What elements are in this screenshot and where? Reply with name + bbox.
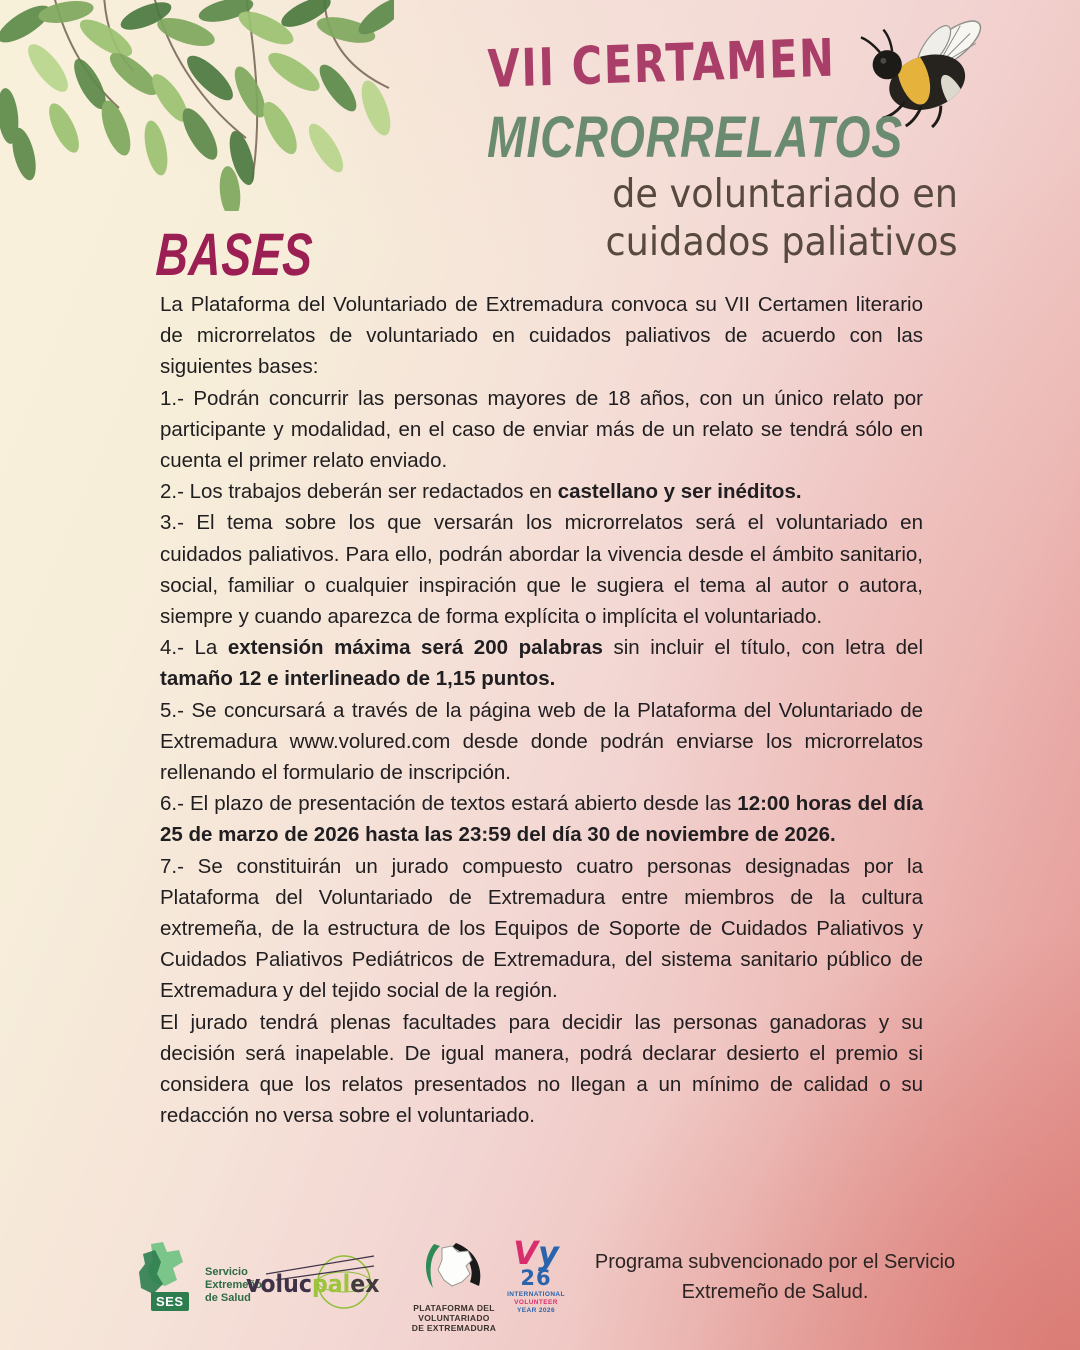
leaves-decoration-icon — [0, 0, 394, 211]
ses-name-line2: Extremeño — [205, 1279, 262, 1291]
bases-body — [160, 289, 923, 1131]
volucpalex-part3: ex — [350, 1270, 380, 1298]
funding-note-line2: Extremeño de Salud. — [681, 1281, 869, 1303]
bases-heading: BASES — [154, 221, 315, 288]
bases-item-7: 7.- Se constituirán un jurado compuesto cuatro personas designadas por la Plataforma del Voluntariado de Extremadura entre miembros de la cultura extremeña, de la estructura de los Equipos de Soporte de Cuidados Paliativos y Cuidados Paliativos Pediátricos de Extremadura, del sistema sanitario público de Extremadura y del tejido social de la región. — [160, 854, 923, 1003]
bases-jury-note: El jurado tendrá plenas facultades para decidir las personas ganadoras y su decisión será inapelable. De igual manera, podrá declarar desierto el premio si considera que los relatos presentados no llegan a un mínimo de calidad o su redacción no versa sobre el voluntariado. — [160, 1010, 923, 1128]
bases-item-4: 4.- La extensión máxima será 200 palabras sin incluir el título, con letra del tamaño 12 e interlineado de 1,15 puntos. — [160, 636, 924, 691]
volucpalex-part1: voluc — [246, 1270, 312, 1298]
ivy26-logo — [496, 1234, 576, 1328]
ivy26-caption — [496, 1291, 576, 1315]
funding-note-line1: Programa subvencionado por el Servicio — [594, 1251, 956, 1273]
ses-name-line1: Servicio — [205, 1266, 248, 1278]
title-subtitle-line2: cuidados paliativos — [605, 220, 958, 265]
title-kicker: VII CERTAMEN — [487, 28, 837, 100]
title-subtitle-line1: de voluntariado en — [612, 172, 958, 217]
ivy26-v: V — [513, 1234, 538, 1272]
title-main: MICRORRELATOS — [487, 105, 903, 170]
bases-intro: La Plataforma del Voluntariado de Extremadura convoca su VII Certamen literario de microrrelatos de voluntariado en cuidados paliativos de acuerdo con las siguientes bases: — [160, 293, 923, 379]
volucpalex-wordmark — [246, 1270, 379, 1298]
bases-item-6: 6.- El plazo de presentación de textos estará abierto desde las 12:00 horas del día 25 de marzo de 2026 hasta las 23:59 del día 30 de noviembre de 2026. — [160, 792, 923, 847]
ivy26-y: y — [537, 1234, 559, 1272]
ivy26-number: 26 — [520, 1266, 552, 1290]
bases-item-1: 1.- Podrán concurrir las personas mayores de 18 años, con un único relato por participante y modalidad, en el caso de enviar más de un relato se tendrá sólo en cuenta el primer relato enviado. — [160, 386, 923, 473]
volucpalex-logo — [246, 1252, 380, 1312]
ivy26-vy-mark — [496, 1234, 576, 1272]
volucpalex-part2: pal — [311, 1270, 351, 1298]
ses-abbr-label: SES — [151, 1292, 189, 1311]
ivy26-caption-line2: VOLUNTEER — [514, 1299, 558, 1306]
plataforma-caption-line1: PLATAFORMA DEL VOLUNTARIADO — [413, 1303, 495, 1323]
bases-item-2: 2.- Los trabajos deberán ser redactados en castellano y ser inéditos. — [160, 480, 802, 504]
bases-item-5: 5.- Se concursará a través de la página web de la Plataforma del Voluntariado de Extremadura www.volured.com desde donde podrán enviarse los microrrelatos rellenando el formulario de inscripción. — [160, 698, 923, 785]
ivy26-caption-line1: INTERNATIONAL — [507, 1291, 565, 1298]
bases-item-3: 3.- El tema sobre los que versarán los microrrelatos será el voluntariado en cuidados paliativos. Para ello, podrán abordar la vivencia desde el ámbito sanitario, social, familiar o cualquier inspiración que le sugiera el tema al autor o autora, siempre y cuando aparezca de forma explícita o implícita el voluntariado. — [160, 511, 923, 629]
funding-note — [588, 1247, 962, 1307]
ivy26-caption-line3: YEAR 2026 — [517, 1307, 555, 1314]
ses-name-line3: de Salud — [205, 1292, 251, 1304]
plataforma-caption-line2: DE EXTREMADURA — [411, 1323, 497, 1333]
plataforma-map-icon — [418, 1242, 490, 1296]
